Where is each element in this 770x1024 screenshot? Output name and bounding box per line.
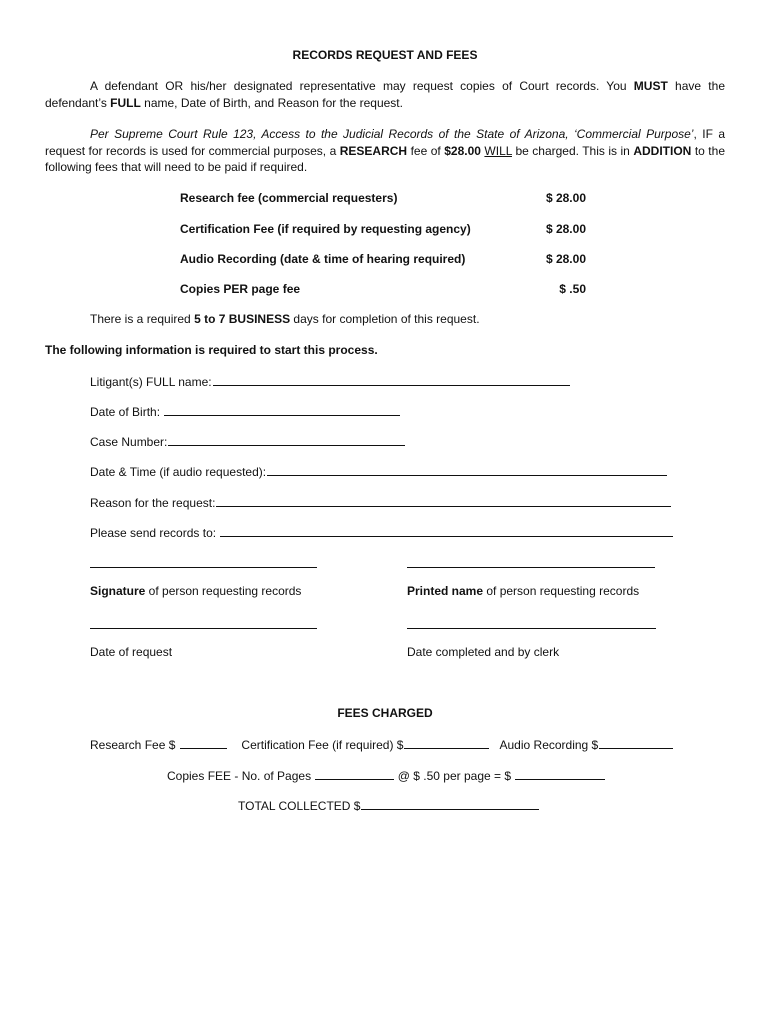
printed-name-caption: Printed name of person requesting records — [407, 584, 640, 598]
total-collected-label: TOTAL COLLECTED $ — [238, 799, 361, 813]
audio-recording-label: Audio Recording $ — [499, 738, 599, 752]
certification-fee-label: Certification Fee (if required) $ — [241, 738, 404, 752]
reason-label: Reason for the request: — [90, 496, 216, 510]
fee-row-copies — [180, 282, 586, 296]
date-of-request-caption: Date of request — [90, 645, 173, 659]
fee-label: Audio Recording (date & time of hearing required) — [180, 252, 466, 266]
datetime-field[interactable] — [90, 463, 667, 479]
fee-row-audio — [180, 252, 586, 266]
dob-label: Date of Birth: — [90, 405, 164, 419]
research-fee-line[interactable] — [180, 736, 227, 749]
total-collected-line[interactable] — [361, 797, 539, 810]
page-title: RECORDS REQUEST AND FEES — [292, 48, 478, 62]
reason-field[interactable] — [90, 494, 671, 510]
research-fee-label: Research Fee $ — [90, 738, 179, 752]
dob-line[interactable] — [164, 403, 400, 416]
per-page-label: @ $ .50 per page = $ — [397, 769, 515, 783]
certification-fee-line[interactable] — [404, 736, 489, 749]
fee-label: Certification Fee (if required by requesting agency) — [180, 222, 471, 236]
litigant-name-label: Litigant(s) FULL name: — [90, 375, 212, 389]
send-to-line[interactable] — [220, 524, 673, 537]
dob-field[interactable] — [90, 403, 400, 419]
case-number-label: Case Number: — [90, 435, 168, 449]
intro-paragraph-1: A defendant OR his/her designated representative may request copies of Court records. You MUST have the defendant’s FULL name, Date of Birth, and Reason for the request. — [45, 79, 725, 110]
fee-amount: $ 28.00 — [545, 252, 586, 266]
required-info-heading: The following information is required to start this process. — [45, 343, 378, 357]
fee-amount: $ 28.00 — [545, 222, 586, 236]
case-number-field[interactable] — [90, 433, 405, 449]
copies-total-line[interactable] — [515, 767, 605, 780]
signature-caption: Signature of person requesting records — [90, 584, 302, 598]
fee-amount: $ .50 — [559, 282, 586, 296]
send-to-label: Please send records to: — [90, 526, 220, 540]
case-number-line[interactable] — [168, 433, 405, 446]
litigant-name-line[interactable] — [213, 373, 570, 386]
datetime-line[interactable] — [267, 463, 667, 476]
fees-charged-row-3 — [238, 797, 539, 813]
datetime-label: Date & Time (if audio requested): — [90, 465, 267, 479]
send-to-field[interactable] — [90, 524, 673, 540]
reason-line[interactable] — [216, 494, 671, 507]
fee-label: Research fee (commercial requesters) — [180, 191, 398, 205]
litigant-name-field[interactable] — [90, 373, 570, 389]
copies-fee-label: Copies FEE - No. of Pages — [167, 769, 315, 783]
completion-notice: There is a required 5 to 7 BUSINESS days for completion of this request. — [90, 312, 480, 326]
fees-charged-row-1 — [90, 736, 673, 752]
printed-name-line[interactable] — [407, 567, 655, 568]
fees-charged-heading: FEES CHARGED — [337, 706, 433, 720]
number-of-pages-line[interactable] — [315, 767, 394, 780]
fees-charged-row-2 — [167, 767, 605, 783]
audio-recording-line[interactable] — [599, 736, 673, 749]
date-of-request-line[interactable] — [90, 628, 317, 629]
signature-line[interactable] — [90, 567, 317, 568]
fee-row-certification — [180, 222, 586, 236]
fee-amount: $ 28.00 — [545, 191, 586, 205]
fee-row-research — [180, 191, 586, 205]
intro-paragraph-2: Per Supreme Court Rule 123, Access to the Judicial Records of the State of Arizona, ‘Commercial Purpose’, IF a request for records is used for commercial purposes, a RESEARCH fee of $28.00 WILL be charged. This is in ADDITION to the following fees that will need to be paid if required. — [45, 127, 726, 174]
fee-label: Copies PER page fee — [180, 282, 301, 296]
date-completed-caption: Date completed and by clerk — [407, 645, 560, 659]
date-completed-line[interactable] — [407, 628, 656, 629]
